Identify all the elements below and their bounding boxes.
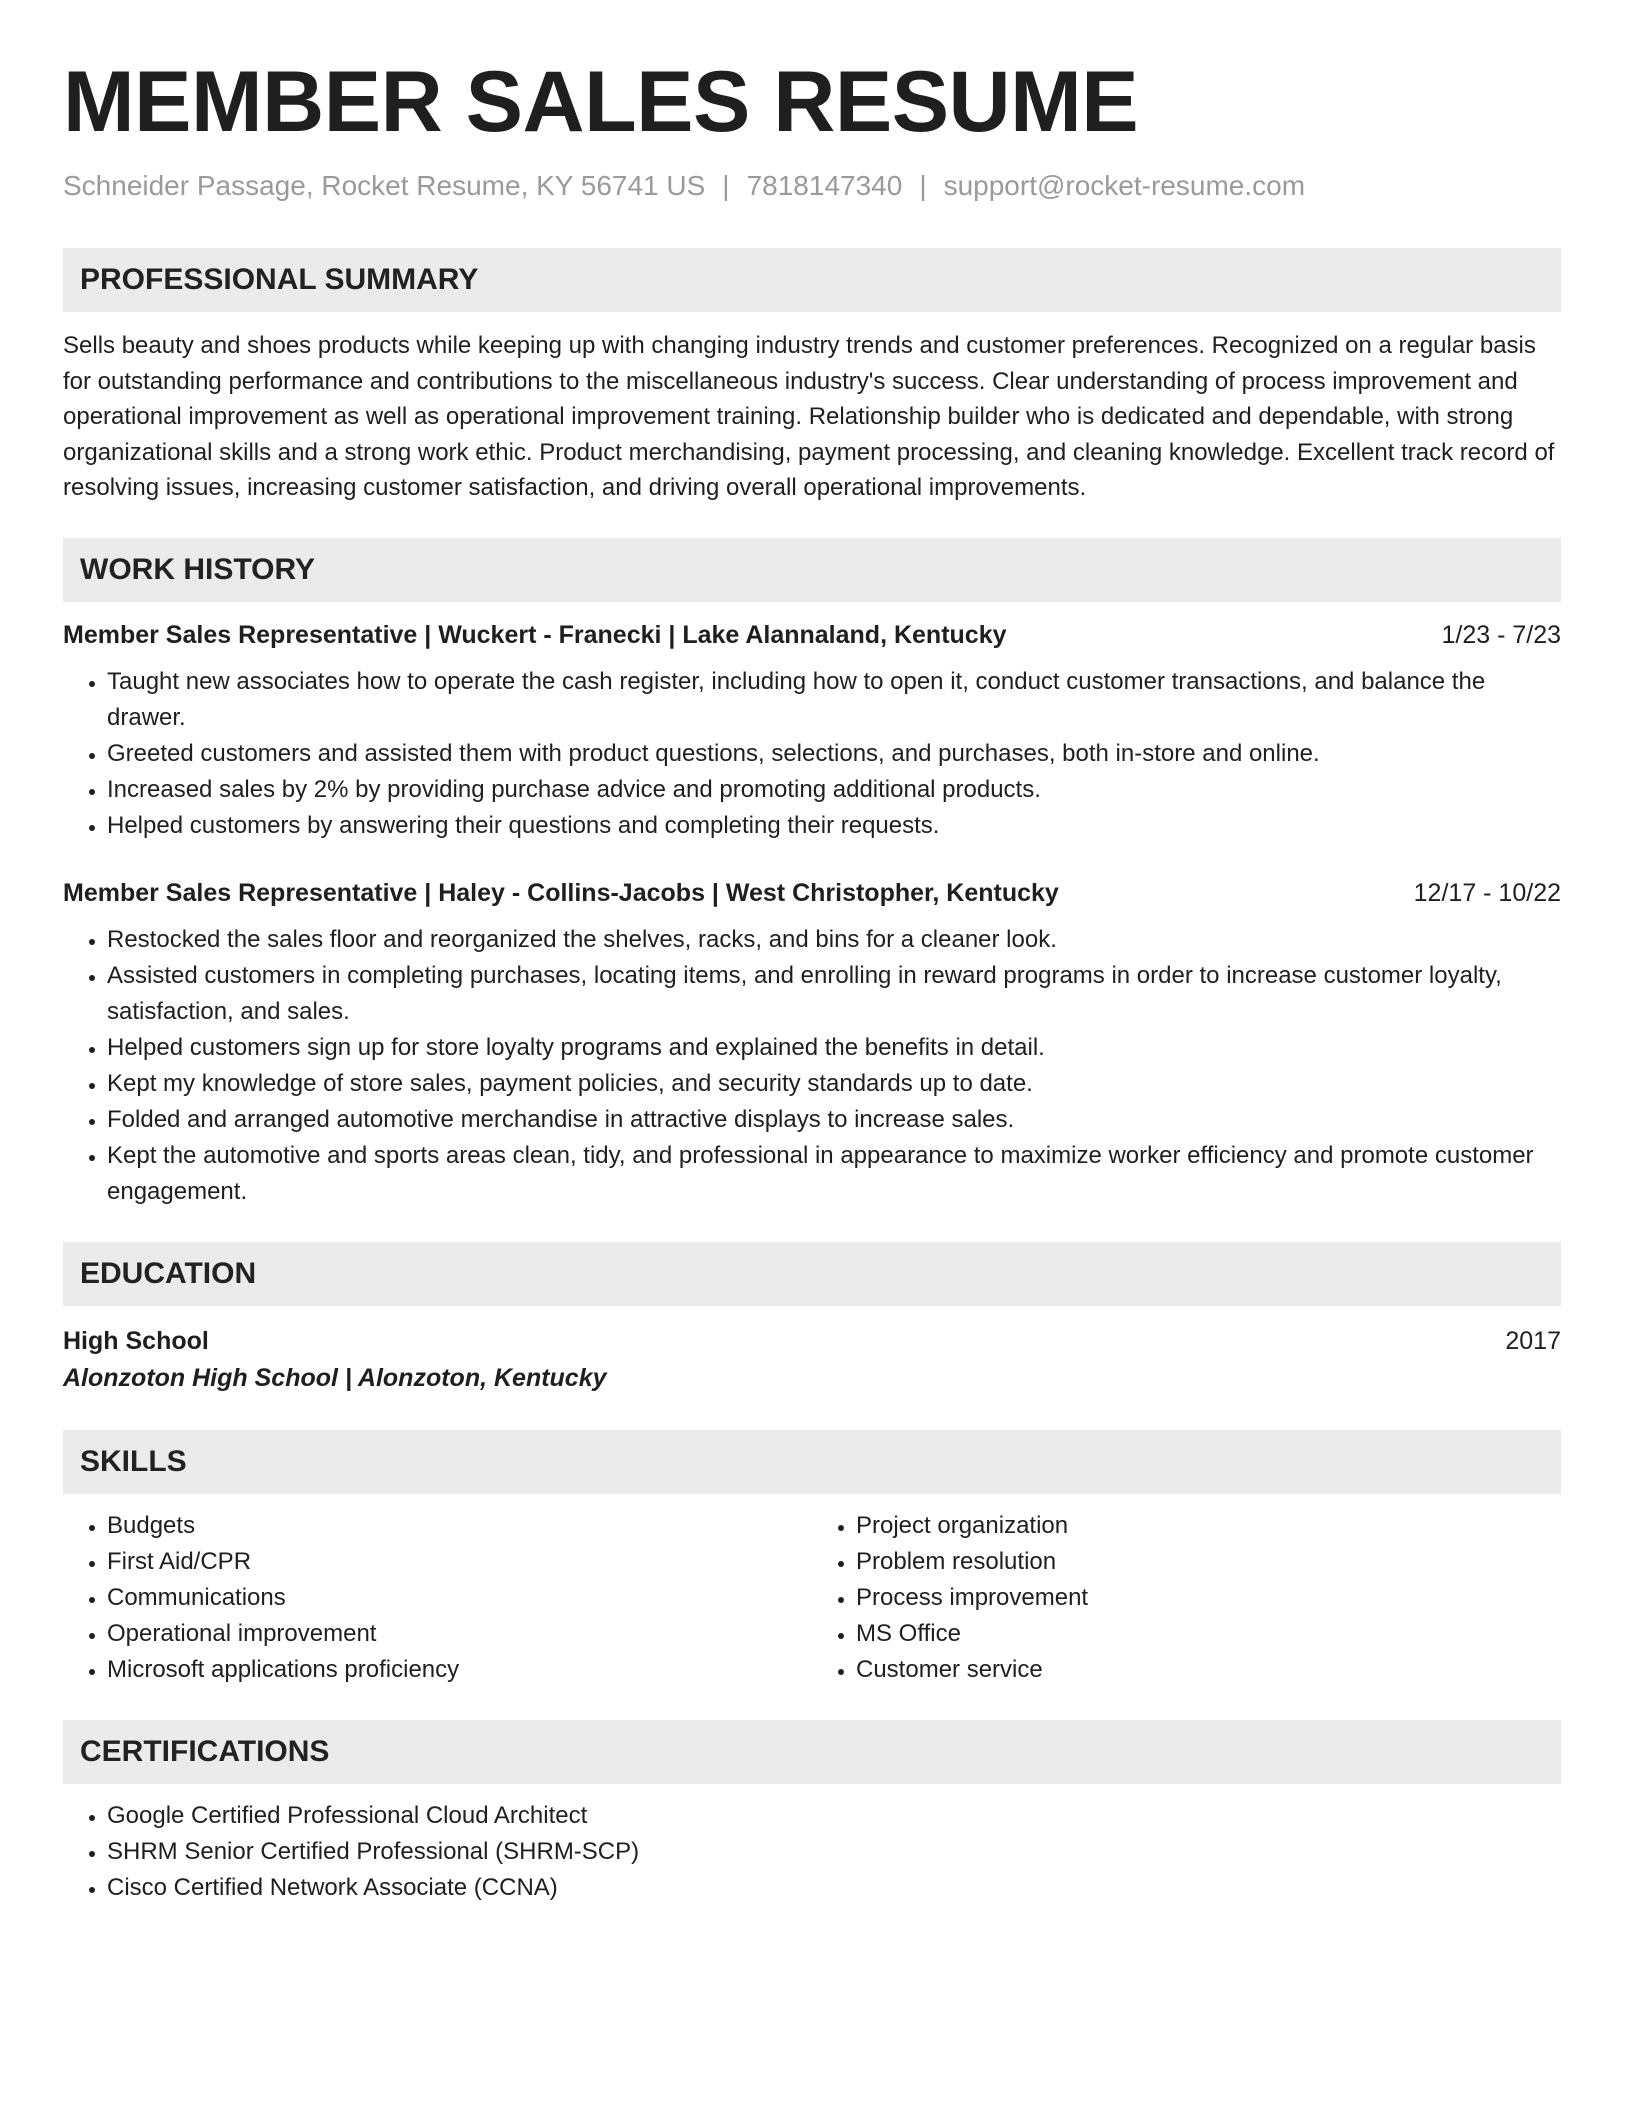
skill-item: • Process improvement — [856, 1580, 1561, 1616]
contact-line — [63, 168, 1561, 204]
skills-list-right — [812, 1508, 1561, 1688]
contact-phone: 7818147340 — [746, 170, 903, 201]
certifications-list — [63, 1798, 1561, 1906]
contact-email: support@rocket-resume.com — [943, 170, 1306, 201]
job-bullet: • Taught new associates how to operate the cash register, including how to open it, conduct customer transactions, and balance the drawer. — [107, 664, 1561, 736]
job-title: Member Sales Representative | Wuckert - Franecki | Lake Alannaland, Kentucky — [63, 620, 1007, 649]
job-bullet: • Kept my knowledge of store sales, payment policies, and security standards up to date. — [107, 1066, 1561, 1102]
summary-heading: PROFESSIONAL SUMMARY — [63, 248, 1561, 312]
contact-address: Schneider Passage, Rocket Resume, KY 56741 US — [63, 170, 706, 201]
contact-separator: | — [919, 170, 927, 201]
education-degree: High School — [63, 1326, 209, 1355]
certification-item: • SHRM Senior Certified Professional (SHRM-SCP) — [107, 1834, 1561, 1870]
certification-item: • Cisco Certified Network Associate (CCNA) — [107, 1870, 1561, 1906]
resume-page — [63, 52, 1561, 1906]
skills-section — [63, 1430, 1561, 1688]
job-bullet: • Folded and arranged automotive merchandise in attractive displays to increase sales. — [107, 1102, 1561, 1138]
skill-item: • Customer service — [856, 1652, 1561, 1688]
skill-item: • MS Office — [856, 1616, 1561, 1652]
education-entry — [63, 1324, 1561, 1396]
job-dates: 12/17 - 10/22 — [1413, 878, 1561, 907]
job-bullet: • Restocked the sales floor and reorganized the shelves, racks, and bins for a cleaner look. — [107, 922, 1561, 958]
contact-separator: | — [722, 170, 730, 201]
work-history-heading: WORK HISTORY — [63, 538, 1561, 602]
job-entry — [63, 618, 1561, 844]
job-bullet: • Helped customers by answering their questions and completing their requests. — [107, 808, 1561, 844]
education-year: 2017 — [1505, 1326, 1561, 1355]
skills-heading: SKILLS — [63, 1430, 1561, 1494]
skills-columns — [63, 1494, 1561, 1688]
skill-item: • Microsoft applications proficiency — [107, 1652, 812, 1688]
skill-item: • Project organization — [856, 1508, 1561, 1544]
job-header — [63, 876, 1561, 910]
certification-item: • Google Certified Professional Cloud Architect — [107, 1798, 1561, 1834]
job-entry — [63, 876, 1561, 1210]
education-school: Alonzoton High School | Alonzoton, Kentucky — [63, 1363, 607, 1392]
resume-title: MEMBER SALES RESUME — [63, 54, 1139, 150]
job-bullet: • Increased sales by 2% by providing purchase advice and promoting additional products. — [107, 772, 1561, 808]
job-header — [63, 618, 1561, 652]
job-dates: 1/23 - 7/23 — [1441, 620, 1561, 649]
certifications-section — [63, 1720, 1561, 1906]
skills-list-left — [63, 1508, 812, 1688]
skill-item: • Communications — [107, 1580, 812, 1616]
summary-text: Sells beauty and shoes products while keeping up with changing industry trends and customer preferences. Recognized on a regular basis for outstanding performance and contributions to the miscellaneous industry's success. Clear understanding of process improvement and operational improvement as well as operational improvement training. Relationship builder who is dedicated and dependable, with strong organizational skills and a strong work ethic. Product merchandising, payment processing, and cleaning knowledge. Excellent track record of resolving issues, increasing customer satisfaction, and driving overall operational improvements. — [63, 332, 1555, 501]
education-section — [63, 1242, 1561, 1396]
skill-item: • Budgets — [107, 1508, 812, 1544]
job-bullets — [63, 664, 1561, 844]
job-bullet: • Kept the automotive and sports areas clean, tidy, and professional in appearance to maximize worker efficiency and promote customer engagement. — [107, 1138, 1561, 1210]
job-title: Member Sales Representative | Haley - Collins-Jacobs | West Christopher, Kentucky — [63, 878, 1059, 907]
job-bullets — [63, 922, 1561, 1210]
job-bullet: • Assisted customers in completing purchases, locating items, and enrolling in reward programs in order to increase customer loyalty, satisfaction, and sales. — [107, 958, 1561, 1030]
education-header — [63, 1324, 1561, 1358]
work-history-section — [63, 538, 1561, 1210]
skill-item: • Problem resolution — [856, 1544, 1561, 1580]
job-bullet: • Greeted customers and assisted them with product questions, selections, and purchases, both in-store and online. — [107, 736, 1561, 772]
skill-item: • Operational improvement — [107, 1616, 812, 1652]
summary-section — [63, 248, 1561, 506]
education-heading: EDUCATION — [63, 1242, 1561, 1306]
job-bullet: • Helped customers sign up for store loyalty programs and explained the benefits in detail. — [107, 1030, 1561, 1066]
certifications-heading: CERTIFICATIONS — [63, 1720, 1561, 1784]
skill-item: • First Aid/CPR — [107, 1544, 812, 1580]
